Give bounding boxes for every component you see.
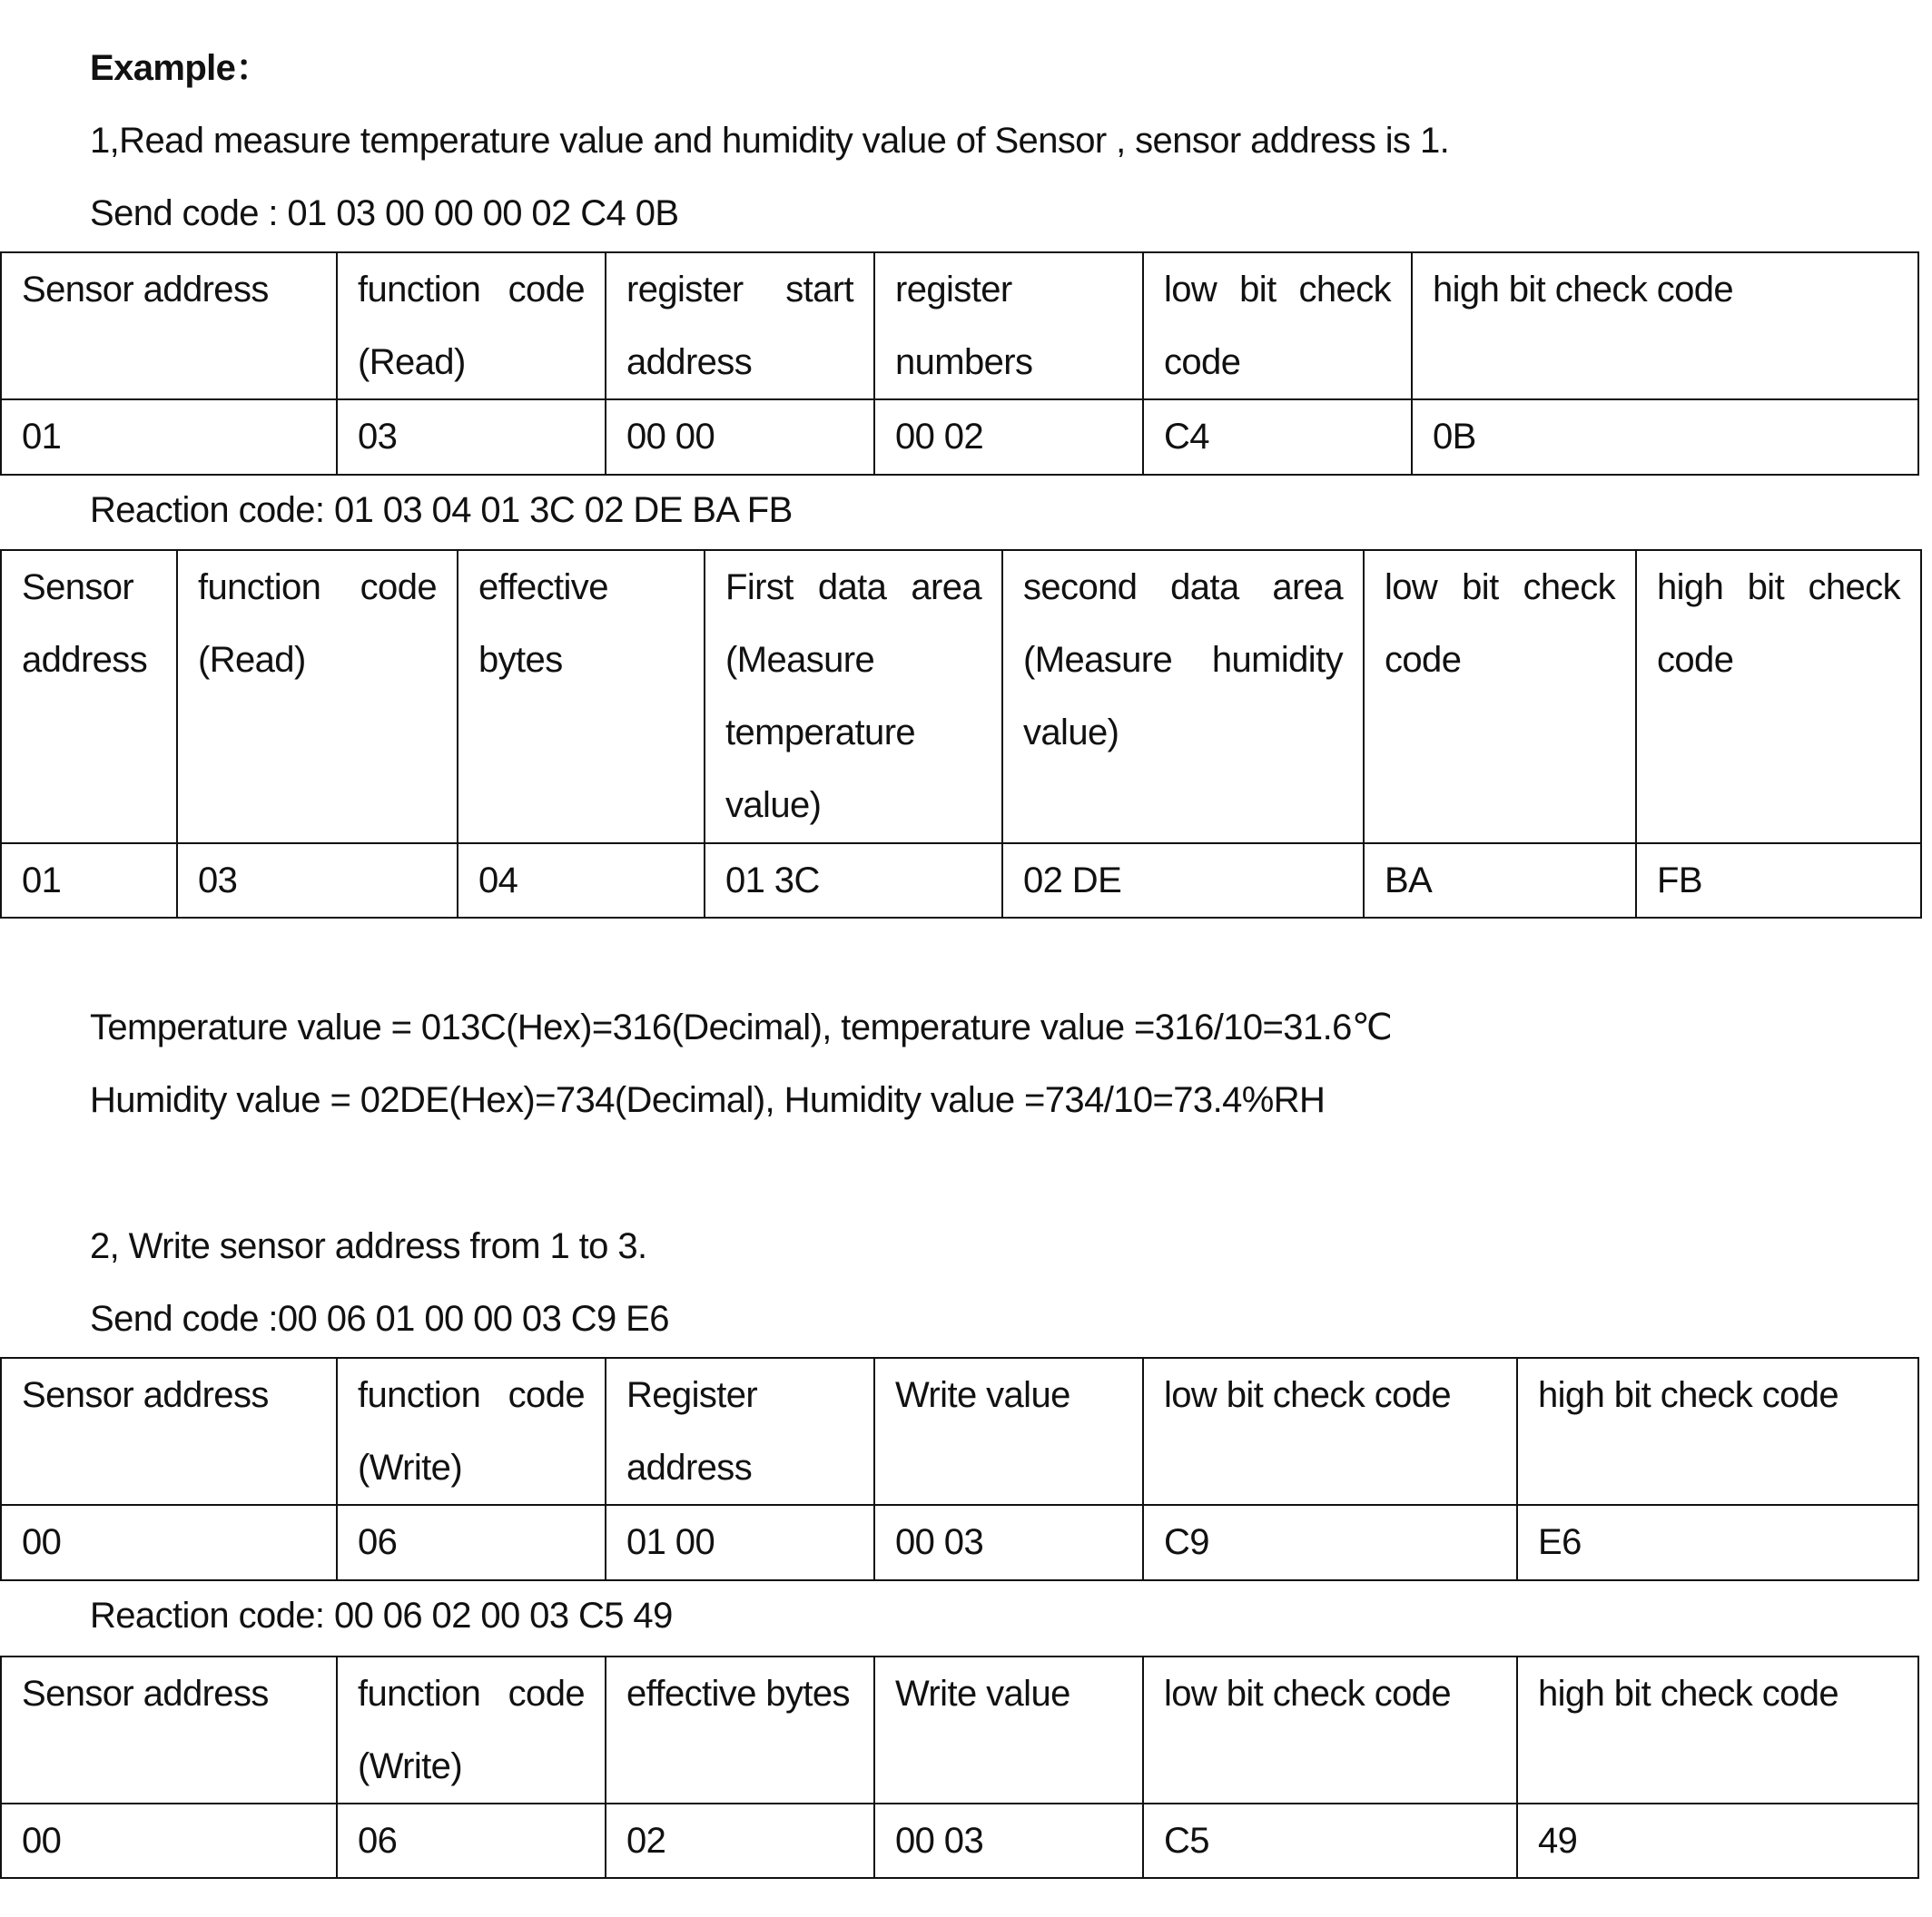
example1-reaction-code: Reaction code: 01 03 04 01 3C 02 DE BA FB <box>90 490 793 530</box>
example1-title: 1,Read measure temperature value and humidity value of Sensor , sensor address is 1. <box>90 121 1450 161</box>
humidity-calculation: Humidity value = 02DE(Hex)=734(Decimal), Humidity value =734/10=73.4%RH <box>90 1080 1326 1120</box>
example-heading: Example： <box>90 48 271 88</box>
header-cell: function code (Write) <box>337 1656 606 1804</box>
value-cell: 01 3C <box>705 843 1002 918</box>
header-cell: low bit check code <box>1143 1358 1517 1505</box>
value-cell: 0B <box>1412 399 1918 475</box>
value-cell: 00 <box>1 1804 337 1878</box>
value-cell: C5 <box>1143 1804 1517 1878</box>
header-cell: low bit check code <box>1143 1656 1517 1804</box>
header-cell: function code (Read) <box>337 252 606 399</box>
header-cell: second data area (Measure humidity value) <box>1002 550 1364 843</box>
value-cell: E6 <box>1517 1505 1918 1580</box>
header-cell: effective bytes <box>606 1656 874 1804</box>
header-cell: high bit check code <box>1517 1358 1918 1505</box>
value-cell: 01 <box>1 843 177 918</box>
value-cell: 03 <box>177 843 458 918</box>
write-reaction-table <box>0 1656 1919 1879</box>
header-cell: function code (Read) <box>177 550 458 843</box>
header-cell: low bit check code <box>1143 252 1412 399</box>
value-cell: 06 <box>337 1804 606 1878</box>
example1-send-code: Send code : 01 03 00 00 00 02 C4 0B <box>90 193 679 233</box>
value-cell: 00 <box>1 1505 337 1580</box>
table-row <box>1 1804 1918 1878</box>
table-row <box>1 399 1918 475</box>
table-row <box>1 1505 1918 1580</box>
value-cell: FB <box>1636 843 1921 918</box>
value-cell: C4 <box>1143 399 1412 475</box>
value-cell: 00 03 <box>874 1804 1143 1878</box>
value-cell: 00 03 <box>874 1505 1143 1580</box>
temperature-calculation: Temperature value = 013C(Hex)=316(Decimal), temperature value =316/10=31.6℃ <box>90 1008 1393 1047</box>
header-cell: Sensor address <box>1 1358 337 1505</box>
value-cell: 02 DE <box>1002 843 1364 918</box>
example2-reaction-code: Reaction code: 00 06 02 00 03 C5 49 <box>90 1596 673 1636</box>
value-cell: 49 <box>1517 1804 1918 1878</box>
table-row <box>1 843 1921 918</box>
value-cell: C9 <box>1143 1505 1517 1580</box>
header-cell: Register address <box>606 1358 874 1505</box>
value-cell: 01 00 <box>606 1505 874 1580</box>
read-send-table <box>0 251 1919 476</box>
table-header-row <box>1 252 1918 399</box>
value-cell: 00 02 <box>874 399 1143 475</box>
value-cell: BA <box>1364 843 1636 918</box>
header-cell: Write value <box>874 1358 1143 1505</box>
header-cell: low bit check code <box>1364 550 1636 843</box>
header-cell: First data area (Measure temperature value) <box>705 550 1002 843</box>
header-cell: Sensor address <box>1 550 177 843</box>
header-cell: function code (Write) <box>337 1358 606 1505</box>
header-cell: Sensor address <box>1 252 337 399</box>
value-cell: 06 <box>337 1505 606 1580</box>
read-reaction-table <box>0 549 1922 919</box>
header-cell: Write value <box>874 1656 1143 1804</box>
header-cell: high bit check code <box>1412 252 1918 399</box>
value-cell: 00 00 <box>606 399 874 475</box>
table-header-row <box>1 550 1921 843</box>
header-cell: Sensor address <box>1 1656 337 1804</box>
example2-title: 2, Write sensor address from 1 to 3. <box>90 1226 647 1266</box>
header-cell: effective bytes <box>458 550 705 843</box>
value-cell: 01 <box>1 399 337 475</box>
header-cell: register numbers <box>874 252 1143 399</box>
header-cell: high bit check code <box>1517 1656 1918 1804</box>
header-cell: register start address <box>606 252 874 399</box>
example2-send-code: Send code :00 06 01 00 00 03 C9 E6 <box>90 1299 669 1339</box>
table-header-row <box>1 1656 1918 1804</box>
value-cell: 02 <box>606 1804 874 1878</box>
value-cell: 04 <box>458 843 705 918</box>
value-cell: 03 <box>337 399 606 475</box>
header-cell: high bit check code <box>1636 550 1921 843</box>
table-header-row <box>1 1358 1918 1505</box>
write-send-table <box>0 1357 1919 1581</box>
